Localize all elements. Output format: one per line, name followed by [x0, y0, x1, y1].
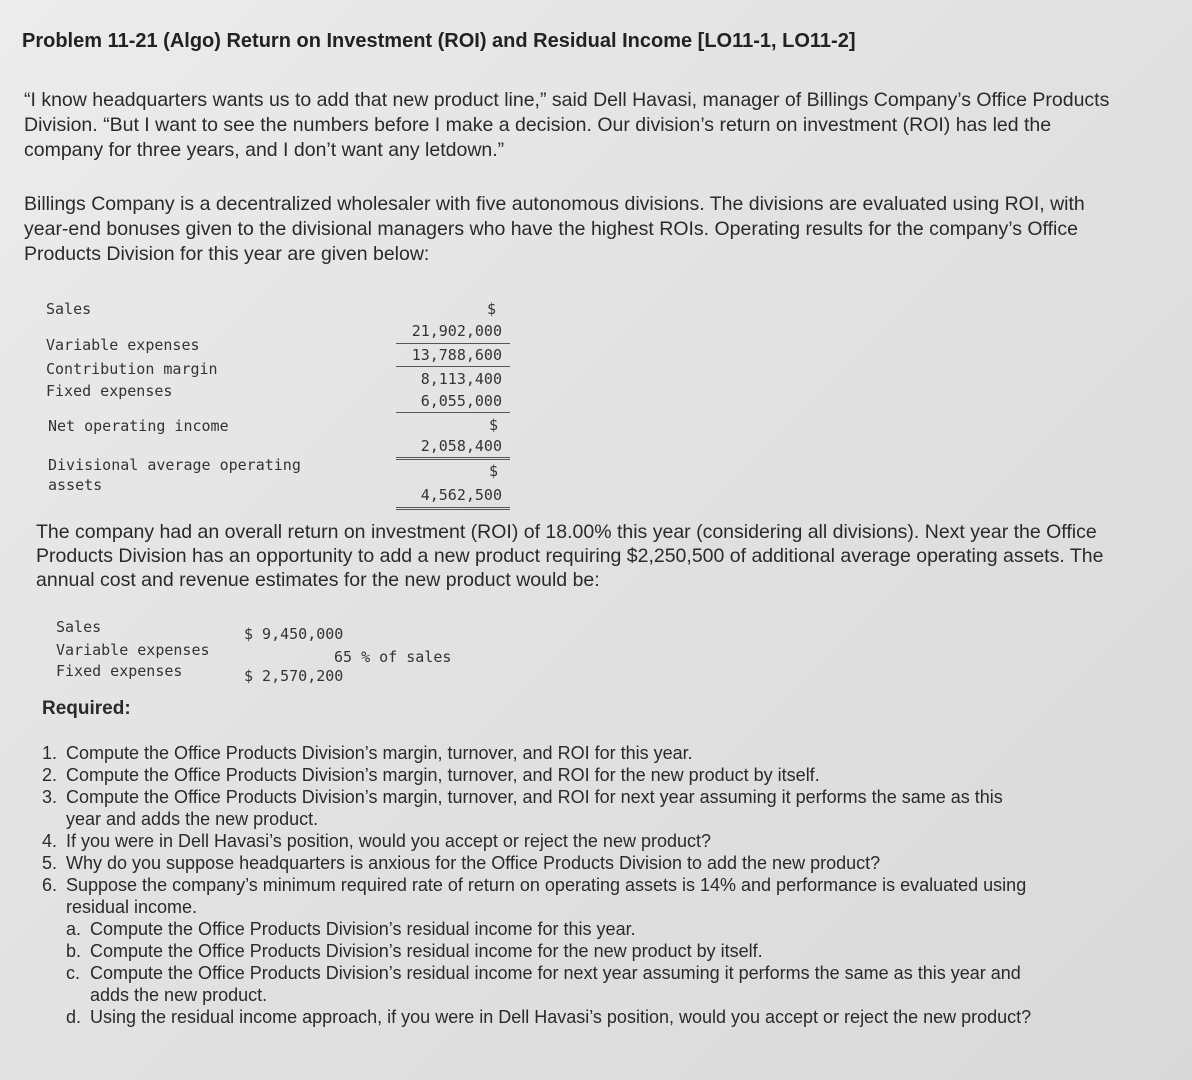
- sub-item-text: Compute the Office Products Division’s residual income for next year assuming it performs the same as this year and adds the new product.: [90, 963, 1021, 1005]
- requirements-list: [42, 742, 1042, 1028]
- new-fixed-expenses-value: $ 2,570,200: [244, 667, 344, 685]
- variable-expenses-value: 13,788,600: [411, 346, 502, 364]
- new-variable-expenses-value: 65 % of sales: [334, 648, 452, 666]
- divisional-assets-value: 4,562,500: [420, 486, 502, 504]
- sub-list-item: [66, 1006, 1042, 1028]
- contribution-margin-label: Contribution margin: [46, 360, 218, 378]
- new-sales-value: $ 9,450,000: [244, 625, 344, 643]
- item-text: Compute the Office Products Division’s margin, turnover, and ROI for this year.: [66, 743, 693, 763]
- list-item: [42, 786, 1042, 830]
- new-fixed-expenses-label: Fixed expenses: [56, 662, 183, 680]
- divisional-assets-label-line1: Divisional average operating: [48, 456, 301, 474]
- item-text: Compute the Office Products Division’s margin, turnover, and ROI for next year assuming it performs the same as this year and adds the new product.: [66, 787, 1003, 829]
- rule-line: [396, 343, 510, 344]
- new-variable-expenses-label: Variable expenses: [56, 641, 210, 659]
- overall-roi-paragraph: The company had an overall return on investment (ROI) of 18.00% this year (considering all divisions). Next year the Office Products Division has an opportunity to add a new product requiring $2,250,500 of additional average operating assets. The annual cost and revenue estimates for the new product would be:: [36, 521, 1104, 591]
- sub-list-item: [66, 962, 1042, 1006]
- sub-item-text: Compute the Office Products Division’s residual income for this year.: [90, 919, 636, 939]
- fixed-expenses-value: 6,055,000: [420, 392, 502, 410]
- item-number: 6.: [42, 875, 58, 895]
- sub-item-letter: b.: [66, 941, 82, 961]
- divisional-assets-currency: $: [489, 462, 499, 480]
- company-description-paragraph: Billings Company is a decentralized wholesaler with five autonomous divisions. The divisions are evaluated using ROI, with year-end bonuses given to the divisional managers who have the highest ROIs. Operating results for the company’s Office Products Division for this year are given below:: [24, 193, 1085, 265]
- sub-item-letter: d.: [66, 1007, 82, 1027]
- sub-item-letter: c.: [66, 963, 81, 983]
- item-number: 5.: [42, 853, 58, 873]
- sub-item-letter: a.: [66, 919, 82, 939]
- sales-label: Sales: [46, 300, 92, 318]
- contribution-margin-value: 8,113,400: [420, 370, 502, 388]
- item-text: Compute the Office Products Division’s margin, turnover, and ROI for the new product by itself.: [66, 765, 820, 785]
- sub-list-item: [66, 918, 1042, 940]
- list-item: [42, 874, 1042, 1028]
- double-rule: [396, 507, 510, 510]
- list-item: [42, 852, 1042, 874]
- sales-currency: $: [487, 300, 497, 318]
- sub-list-item: [66, 940, 1042, 962]
- sales-value: 21,902,000: [411, 322, 502, 340]
- fixed-expenses-label: Fixed expenses: [46, 382, 173, 400]
- list-item: [42, 742, 1042, 764]
- net-operating-income-value: 2,058,400: [420, 437, 502, 455]
- item-text: If you were in Dell Havasi’s position, would you accept or reject the new product?: [66, 831, 712, 851]
- divisional-assets-label-line2: assets: [48, 476, 103, 494]
- double-rule: [396, 457, 510, 460]
- net-operating-income-label: Net operating income: [48, 417, 229, 435]
- rule-line: [396, 366, 510, 367]
- item-number: 3.: [42, 787, 58, 807]
- item-text: Suppose the company’s minimum required rate of return on operating assets is 14% and performance is evaluated using residual income.: [66, 875, 1027, 917]
- intro-quote-paragraph: “I know headquarters wants us to add that new product line,” said Dell Havasi, manager of Billings Company’s Office Products Division. “But I want to see the numbers before I make a decision. Our division’s return on investment (ROI) has led the company for three years, and I don’t want any letdown.”: [24, 89, 1110, 161]
- net-operating-income-currency: $: [489, 416, 499, 434]
- rule-line: [396, 412, 510, 413]
- item-number: 4.: [42, 831, 58, 851]
- list-item: [42, 764, 1042, 786]
- item-number: 1.: [42, 743, 58, 763]
- new-sales-label: Sales: [56, 618, 102, 636]
- sub-requirements-list: [66, 918, 1042, 1028]
- required-heading: Required:: [42, 698, 131, 719]
- item-text: Why do you suppose headquarters is anxious for the Office Products Division to add the new product?: [66, 853, 881, 873]
- list-item: [42, 830, 1042, 852]
- item-number: 2.: [42, 765, 58, 785]
- sub-item-text: Using the residual income approach, if you were in Dell Havasi’s position, would you accept or reject the new product?: [90, 1007, 1032, 1027]
- sub-item-text: Compute the Office Products Division’s residual income for the new product by itself.: [90, 941, 763, 961]
- problem-title: Problem 11-21 (Algo) Return on Investment (ROI) and Residual Income [LO11-1, LO11-2]: [22, 30, 856, 52]
- variable-expenses-label: Variable expenses: [46, 336, 200, 354]
